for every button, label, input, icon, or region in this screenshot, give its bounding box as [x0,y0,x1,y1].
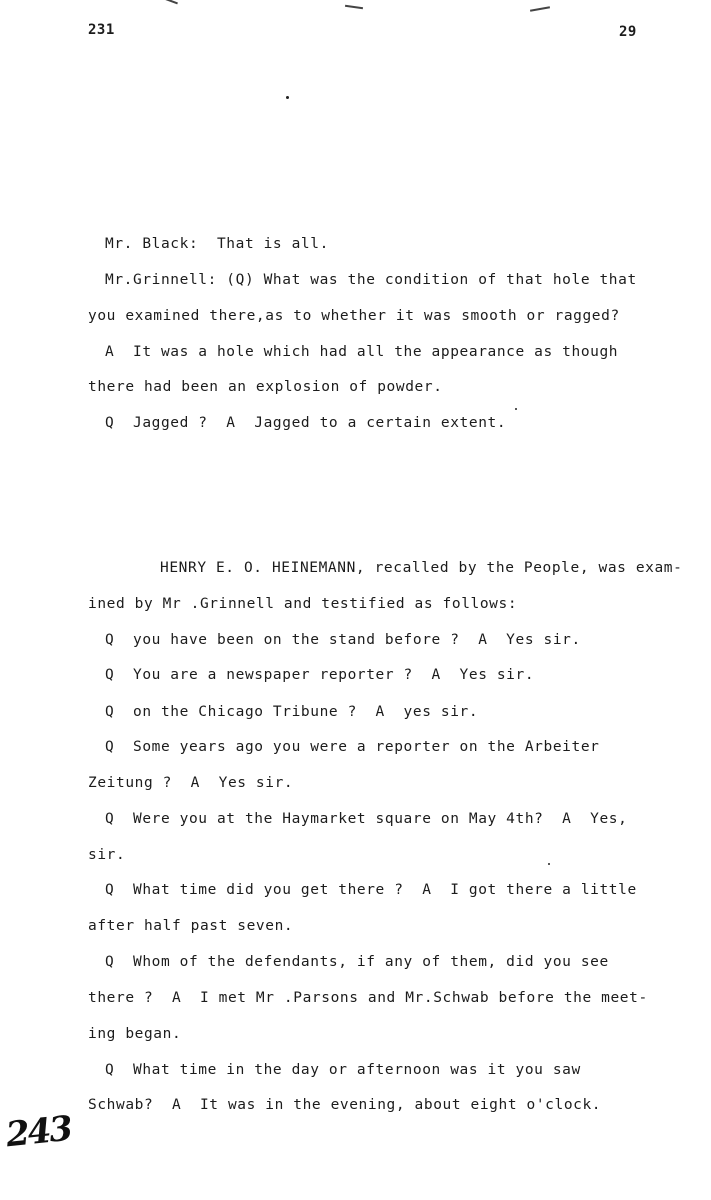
text-line: Q on the Chicago Tribune ? A yes sir. [105,704,479,720]
text-line: you examined there,as to whether it was smooth or ragged? [88,308,620,324]
text-line: Q What time in the day or afternoon was it you saw [105,1062,581,1078]
handwritten-page-number: 243 [4,1108,73,1156]
scan-speck [515,408,517,410]
scan-speck [286,96,289,99]
page-number-right: 29 [619,24,637,40]
text-line: sir. [88,847,126,863]
text-line: Mr.Grinnell: (Q) What was the condition of that hole that [105,272,637,288]
text-line: ined by Mr .Grinnell and testified as follows: [88,596,518,612]
text-line: Q Whom of the defendants, if any of them, did you see [105,954,609,970]
text-line: Zeitung ? A Yes sir. [88,775,294,791]
page-number-left: 231 [88,22,115,38]
text-line: Q you have been on the stand before ? A Yes sir. [105,632,581,648]
text-line: HENRY E. O. HEINEMANN, recalled by the People, was exam- [160,560,683,576]
text-line: there ? A I met Mr .Parsons and Mr.Schwab before the meet- [88,990,648,1006]
text-line: Q Were you at the Haymarket square on May 4th? A Yes, [105,811,628,827]
text-line: Q Jagged ? A Jagged to a certain extent. [105,415,507,431]
text-line: ing began. [88,1026,182,1042]
text-line: A It was a hole which had all the appearance as though [105,344,619,360]
scan-mark [164,0,178,4]
text-line: Schwab? A It was in the evening, about eight o'clock. [88,1097,602,1113]
text-line: Q You are a newspaper reporter ? A Yes sir. [105,667,535,683]
text-line: there had been an explosion of powder. [88,379,443,395]
text-line: Q Some years ago you were a reporter on the Arbeiter [105,739,600,755]
scan-mark [530,6,550,11]
text-line: Mr. Black: That is all. [105,236,329,252]
text-line: after half past seven. [88,918,294,934]
text-line: Q What time did you get there ? A I got there a little [105,882,637,898]
scan-mark [345,5,363,9]
scan-speck [548,863,550,865]
